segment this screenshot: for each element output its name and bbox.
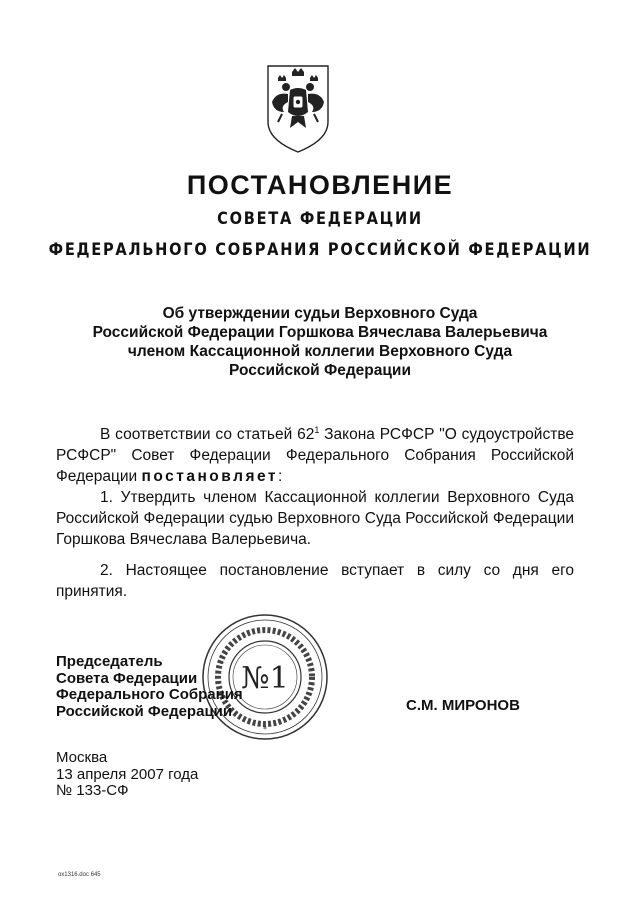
seal-number: №1 — [241, 661, 289, 696]
resolves-keyword: постановляет — [141, 468, 278, 485]
resolution-item-1 — [56, 487, 574, 550]
document-subtitle-line1: СОВЕТА ФЕДЕРАЦИИ — [217, 209, 423, 229]
svg-text:*: * — [263, 725, 267, 734]
document-city: Москва — [56, 749, 108, 766]
item-2-text: 2. Настоящее постановление вступает в силу со дня его принятия. — [56, 562, 574, 600]
coat-of-arms-emblem — [262, 62, 334, 154]
subject-line: Российской Федерации Горшкова Вячеслава Валерьевича — [92, 324, 548, 341]
signer-position-line: Совета Федерации — [56, 669, 198, 687]
document-subtitle-line2: ФЕДЕРАЛЬНОГО СОБРАНИЯ РОССИЙСКОЙ ФЕДЕРАЦИИ — [48, 240, 592, 260]
preamble-text-start: В соответствии со статьей 62 — [100, 426, 315, 443]
preamble-text-end: : — [278, 468, 283, 485]
document-number: № 133-СФ — [56, 782, 129, 799]
signer-position — [56, 654, 243, 720]
document-requisites — [56, 750, 198, 800]
signer-position-line: Федерального Собрания — [56, 686, 243, 703]
document-title: ПОСТАНОВЛЕНИЕ — [186, 170, 454, 200]
item-1-text: 1. Утвердить членом Кассационной коллегии Верховного Суда Российской Федерации судью Верховного Суда Российской Федерации Горшкова Вячеслава Валерьевича. — [56, 489, 574, 548]
document-subject — [0, 304, 640, 380]
signer-position-line: Российской Федерации — [56, 702, 233, 720]
subject-line: Российской Федерации — [229, 362, 411, 379]
article-superscript: 1 — [314, 424, 320, 435]
resolution-item-2 — [56, 560, 574, 602]
document-date: 13 апреля 2007 года — [56, 765, 199, 783]
signer-name: С.М. МИРОНОВ — [406, 697, 520, 714]
preamble-paragraph — [56, 424, 574, 487]
file-reference: ох1316.doc 645 — [58, 872, 101, 878]
preamble-text-middle: Закона РСФСР "О судоустройстве РСФСР" Совет Федерации Федерального Собрания Российской Федерации — [56, 426, 574, 485]
subject-line: членом Кассационной коллегии Верховного Суда — [127, 343, 513, 360]
subject-line: Об утверждении судьи Верховного Суда — [162, 305, 478, 322]
signer-position-line: Председатель — [56, 653, 163, 670]
